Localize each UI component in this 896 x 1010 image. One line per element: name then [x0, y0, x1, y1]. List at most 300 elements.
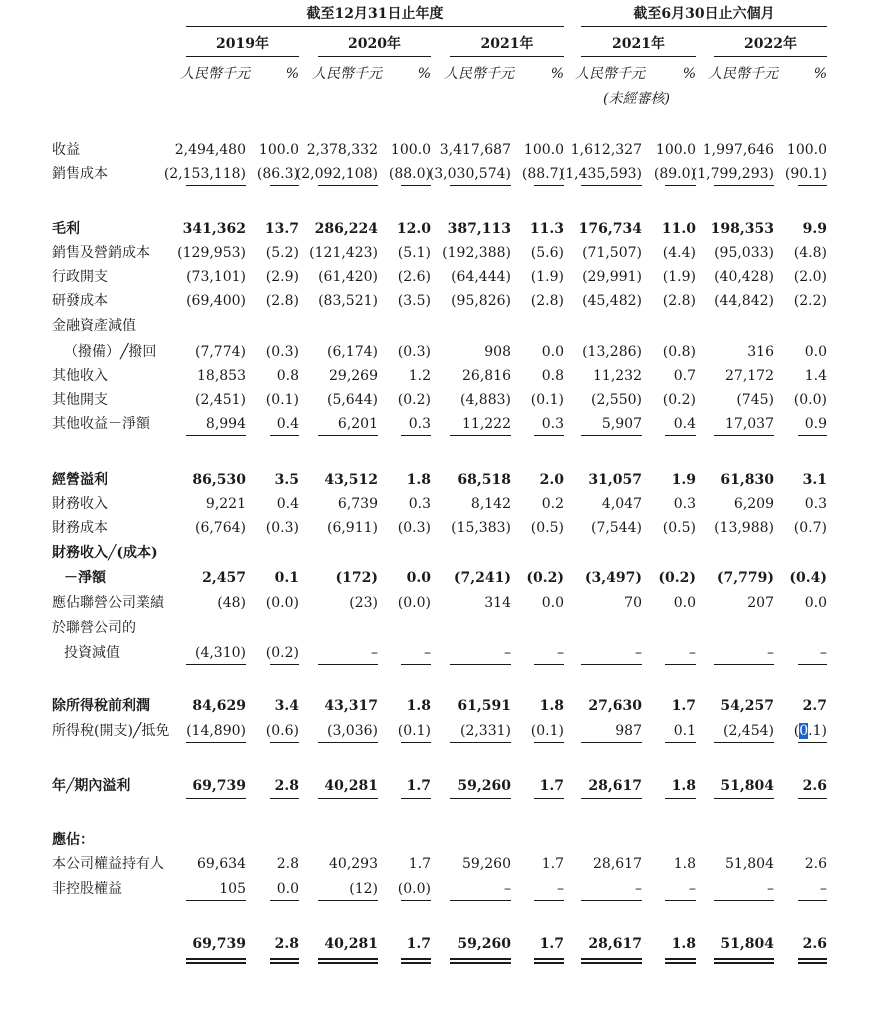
percent-unit: %	[550, 66, 564, 82]
amount-cell: 9,221	[205, 496, 246, 512]
amount-cell: 6,209	[733, 496, 774, 512]
subtotal-rule	[450, 900, 511, 901]
amount-cell: 341,362	[182, 221, 246, 237]
amount-cell: 40,281	[324, 778, 378, 794]
amount-cell: 1,997,646	[702, 142, 774, 158]
percent-cell: –	[424, 645, 431, 661]
subtotal-rule	[534, 185, 564, 186]
percent-cell: (0.1)	[530, 392, 564, 408]
percent-cell: 0.0	[673, 595, 696, 611]
amount-cell: 11,222	[462, 416, 511, 432]
grand-total-double-rule	[581, 958, 642, 960]
row-label: 所得稅(開支)╱抵免	[52, 723, 170, 739]
percent-cell: 1.2	[408, 368, 431, 384]
amount-cell: 26,816	[462, 368, 511, 384]
amount-cell: (15,383)	[451, 520, 511, 536]
percent-cell: 2.8	[276, 856, 299, 872]
subtotal-rule	[186, 435, 246, 436]
amount-cell: –	[504, 881, 511, 897]
amount-cell: (4,310)	[194, 645, 246, 661]
percent-cell: (0.5)	[530, 520, 564, 536]
subtotal-rule	[714, 435, 774, 436]
row-label: 其他開支	[52, 392, 108, 408]
subtotal-rule	[581, 742, 642, 743]
amount-cell: (83,521)	[318, 293, 378, 309]
percent-cell: 1.8	[406, 698, 431, 714]
grand-total-double-rule	[450, 962, 511, 964]
amount-cell: (13,286)	[582, 344, 642, 360]
amount-cell: (7,241)	[453, 570, 511, 586]
grand-total-double-rule	[401, 958, 431, 960]
amount-cell: (13,988)	[714, 520, 774, 536]
percent-cell: 2.8	[274, 778, 299, 794]
percent-cell: 1.7	[671, 698, 696, 714]
amount-cell: 59,260	[457, 936, 511, 952]
amount-cell: –	[767, 645, 774, 661]
percent-cell: (0.2)	[526, 570, 564, 586]
row-label: 其他收入	[52, 368, 108, 384]
subtotal-rule	[401, 185, 431, 186]
unaudited-note: (未經審核)	[603, 91, 670, 107]
period-year: 2019年	[216, 36, 269, 52]
amount-cell: 69,739	[192, 778, 246, 794]
amount-cell: (95,826)	[451, 293, 511, 309]
subtotal-rule	[581, 664, 642, 665]
percent-cell: 2.0	[539, 472, 564, 488]
percent-cell: 1.8	[671, 778, 696, 794]
period-year: 2021年	[612, 36, 665, 52]
percent-cell: (2.8)	[662, 293, 696, 309]
row-label: 金融資產減值	[52, 318, 136, 334]
percent-cell: 11.0	[661, 221, 696, 237]
amount-cell: 17,037	[725, 416, 774, 432]
amount-cell: (2,092,108)	[295, 166, 378, 182]
subtotal-rule	[798, 900, 827, 901]
subtotal-rule	[186, 664, 246, 665]
grand-total-double-rule	[534, 962, 564, 964]
amount-cell: 59,260	[457, 778, 511, 794]
amount-cell: 54,257	[720, 698, 774, 714]
amount-cell: (121,423)	[309, 245, 378, 261]
amount-cell: –	[635, 881, 642, 897]
percent-cell: (1.9)	[530, 269, 564, 285]
subtotal-rule	[270, 664, 299, 665]
row-label: 行政開支	[52, 269, 108, 285]
grand-total-double-rule	[318, 962, 378, 964]
period-year-rule	[581, 56, 696, 57]
total-rule	[270, 798, 299, 799]
percent-cell: (5.2)	[265, 245, 299, 261]
percent-cell: (0.1)	[397, 723, 431, 739]
subtotal-rule	[665, 664, 696, 665]
row-label: 於聯營公司的	[52, 620, 136, 636]
percent-cell: (2.9)	[265, 269, 299, 285]
total-rule	[318, 798, 378, 799]
group-header-rule	[186, 26, 564, 27]
amount-cell: 70	[624, 595, 642, 611]
percent-cell: (4.4)	[662, 245, 696, 261]
group-header: 截至6月30日止六個月	[633, 6, 775, 22]
total-rule	[714, 798, 774, 799]
subtotal-rule	[270, 900, 299, 901]
amount-cell: (44,842)	[714, 293, 774, 309]
amount-cell: (12)	[349, 881, 378, 897]
amount-cell: 198,353	[710, 221, 774, 237]
amount-cell: (71,507)	[582, 245, 642, 261]
amount-cell: 69,739	[192, 936, 246, 952]
amount-cell: 40,293	[329, 856, 378, 872]
subtotal-rule	[318, 664, 378, 665]
amount-unit: 人民幣千元	[180, 66, 250, 82]
amount-cell: 11,232	[593, 368, 642, 384]
period-year: 2021年	[480, 36, 534, 52]
percent-cell: –	[557, 881, 564, 897]
percent-cell: (0.3)	[265, 344, 299, 360]
percent-cell: (3.5)	[397, 293, 431, 309]
amount-cell: 51,804	[720, 936, 774, 952]
subtotal-rule	[665, 900, 696, 901]
percent-cell: –	[689, 881, 696, 897]
percent-cell: 9.9	[802, 221, 827, 237]
percent-cell: 1.7	[406, 778, 431, 794]
amount-cell: (2,331)	[459, 723, 511, 739]
percent-cell: 3.1	[802, 472, 827, 488]
row-label: 財務成本	[52, 520, 108, 536]
subtotal-rule	[665, 742, 696, 743]
amount-cell: 5,907	[601, 416, 642, 432]
amount-cell: 316	[747, 344, 774, 360]
amount-cell: 2,457	[202, 570, 246, 586]
amount-cell: 6,201	[337, 416, 378, 432]
subtotal-rule	[534, 435, 564, 436]
percent-cell: 0.8	[276, 368, 299, 384]
percent-cell: 1.8	[671, 936, 696, 952]
grand-total-double-rule	[581, 962, 642, 964]
amount-cell: (129,953)	[177, 245, 246, 261]
subtotal-rule	[318, 185, 378, 186]
amount-cell: (95,033)	[714, 245, 774, 261]
subtotal-rule	[270, 742, 299, 743]
percent-cell: 1.7	[541, 856, 564, 872]
amount-cell: 43,512	[324, 472, 378, 488]
grand-total-double-rule	[714, 962, 774, 964]
amount-cell: 43,317	[324, 698, 378, 714]
percent-cell: 0.3	[673, 496, 696, 512]
row-label: 年╱期內溢利	[52, 778, 131, 794]
percent-cell: (0.1)	[793, 723, 827, 739]
percent-cell: (0.7)	[793, 520, 827, 536]
amount-cell: 207	[747, 595, 774, 611]
subtotal-rule	[186, 742, 246, 743]
percent-cell: 100.0	[786, 142, 827, 158]
subtotal-rule	[318, 900, 378, 901]
grand-total-double-rule	[714, 958, 774, 960]
row-label: 銷售成本	[52, 166, 108, 182]
period-year: 2022年	[744, 36, 797, 52]
text-selection-highlight: 0	[799, 723, 809, 739]
amount-cell: 61,591	[457, 698, 511, 714]
grand-total-double-rule	[534, 958, 564, 960]
amount-cell: 31,057	[588, 472, 642, 488]
percent-cell: 2.6	[802, 936, 827, 952]
amount-cell: (3,036)	[326, 723, 378, 739]
amount-cell: 61,830	[720, 472, 774, 488]
period-year-rule	[714, 56, 827, 57]
amount-cell: (2,153,118)	[163, 166, 246, 182]
row-label: －淨額	[64, 570, 106, 586]
amount-cell: 8,142	[470, 496, 511, 512]
percent-cell: (88.0)	[388, 166, 431, 182]
amount-unit: 人民幣千元	[444, 66, 514, 82]
percent-cell: (0.2)	[397, 392, 431, 408]
percent-cell: (0.1)	[265, 392, 299, 408]
row-label: 財務收入	[52, 496, 108, 512]
percent-cell: (0.2)	[265, 645, 299, 661]
row-label: 其他收益－淨額	[52, 416, 150, 432]
percent-cell: 100.0	[523, 142, 564, 158]
amount-cell: –	[767, 881, 774, 897]
percent-cell: 0.4	[276, 496, 299, 512]
percent-cell: –	[689, 645, 696, 661]
amount-cell: 3,417,687	[439, 142, 511, 158]
percent-cell: (0.5)	[662, 520, 696, 536]
amount-cell: 51,804	[720, 778, 774, 794]
amount-cell: (1,435,593)	[559, 166, 642, 182]
row-label: 應佔：	[52, 832, 94, 848]
amount-unit: 人民幣千元	[708, 66, 778, 82]
row-label: 除所得稅前利潤	[52, 698, 150, 714]
subtotal-rule	[581, 900, 642, 901]
percent-cell: 0.0	[541, 595, 564, 611]
percent-cell: 1.7	[539, 936, 564, 952]
total-rule	[534, 798, 564, 799]
percent-cell: 0.2	[541, 496, 564, 512]
percent-cell: –	[820, 881, 827, 897]
amount-cell: 68,518	[457, 472, 511, 488]
percent-cell: (0.0)	[793, 392, 827, 408]
amount-cell: 86,530	[192, 472, 246, 488]
subtotal-rule	[714, 185, 774, 186]
amount-cell: 1,612,327	[570, 142, 642, 158]
percent-unit: %	[417, 66, 431, 82]
subtotal-rule	[534, 900, 564, 901]
subtotal-rule	[450, 185, 511, 186]
percent-cell: 0.0	[406, 570, 431, 586]
amount-cell: (48)	[217, 595, 246, 611]
subtotal-rule	[450, 435, 511, 436]
amount-cell: (73,101)	[186, 269, 246, 285]
percent-cell: 3.4	[274, 698, 299, 714]
percent-cell: 0.7	[673, 368, 696, 384]
percent-cell: (5.1)	[397, 245, 431, 261]
grand-total-double-rule	[798, 962, 827, 964]
percent-unit: %	[813, 66, 827, 82]
amount-cell: (1,799,293)	[691, 166, 774, 182]
amount-cell: (7,779)	[716, 570, 774, 586]
subtotal-rule	[401, 435, 431, 436]
percent-cell: 100.0	[655, 142, 696, 158]
total-rule	[798, 798, 827, 799]
amount-cell: 28,617	[588, 936, 642, 952]
grand-total-double-rule	[186, 962, 246, 964]
percent-cell: 1.7	[539, 778, 564, 794]
percent-cell: 1.7	[408, 856, 431, 872]
percent-cell: (0.0)	[265, 595, 299, 611]
grand-total-double-rule	[665, 962, 696, 964]
subtotal-rule	[450, 742, 511, 743]
amount-unit: 人民幣千元	[312, 66, 382, 82]
amount-cell: 6,739	[337, 496, 378, 512]
amount-cell: (4,883)	[459, 392, 511, 408]
amount-cell: 4,047	[601, 496, 642, 512]
percent-cell: 1.7	[406, 936, 431, 952]
subtotal-rule	[665, 435, 696, 436]
amount-cell: (6,174)	[326, 344, 378, 360]
percent-cell: 2.7	[802, 698, 827, 714]
amount-cell: 28,617	[588, 778, 642, 794]
grand-total-double-rule	[270, 962, 299, 964]
amount-cell: (192,388)	[442, 245, 511, 261]
amount-cell: 18,853	[197, 368, 246, 384]
amount-unit: 人民幣千元	[575, 66, 645, 82]
amount-cell: (5,644)	[326, 392, 378, 408]
amount-cell: 2,494,480	[174, 142, 246, 158]
amount-cell: 27,172	[725, 368, 774, 384]
percent-cell: (1.9)	[662, 269, 696, 285]
amount-cell: (3,030,574)	[428, 166, 511, 182]
amount-cell: 8,994	[205, 416, 246, 432]
percent-cell: 0.4	[276, 416, 299, 432]
percent-cell: (89.0)	[653, 166, 696, 182]
amount-cell: (45,482)	[582, 293, 642, 309]
period-year-rule	[450, 56, 564, 57]
total-rule	[665, 798, 696, 799]
row-label: 毛利	[52, 221, 80, 237]
percent-cell: (2.0)	[793, 269, 827, 285]
percent-cell: (0.3)	[397, 344, 431, 360]
percent-cell: 2.6	[804, 856, 827, 872]
amount-cell: (7,774)	[194, 344, 246, 360]
percent-cell: (2.6)	[397, 269, 431, 285]
percent-cell: 3.5	[274, 472, 299, 488]
percent-cell: 1.8	[539, 698, 564, 714]
subtotal-rule	[318, 435, 378, 436]
period-year-rule	[186, 56, 299, 57]
percent-cell: 0.3	[408, 416, 431, 432]
subtotal-rule	[798, 664, 827, 665]
percent-cell: 0.0	[804, 344, 827, 360]
total-rule	[186, 798, 246, 799]
percent-unit: %	[285, 66, 299, 82]
subtotal-rule	[186, 185, 246, 186]
period-year-rule	[318, 56, 431, 57]
total-rule	[401, 798, 431, 799]
percent-cell: (90.1)	[784, 166, 827, 182]
subtotal-rule	[401, 900, 431, 901]
percent-cell: (5.6)	[530, 245, 564, 261]
subtotal-rule	[581, 435, 642, 436]
subtotal-rule	[714, 664, 774, 665]
subtotal-rule	[714, 900, 774, 901]
amount-cell: (64,444)	[451, 269, 511, 285]
amount-cell: 59,260	[462, 856, 511, 872]
percent-cell: 0.0	[276, 881, 299, 897]
percent-cell: 0.0	[804, 595, 827, 611]
grand-total-double-rule	[401, 962, 431, 964]
amount-cell: (29,991)	[582, 269, 642, 285]
amount-cell: 29,269	[329, 368, 378, 384]
percent-cell: (88.7)	[521, 166, 564, 182]
percent-cell: 0.0	[541, 344, 564, 360]
amount-cell: (2,451)	[194, 392, 246, 408]
percent-cell: 11.3	[529, 221, 564, 237]
percent-cell: 0.8	[541, 368, 564, 384]
percent-cell: 0.9	[804, 416, 827, 432]
grand-total-double-rule	[270, 958, 299, 960]
percent-cell: 2.8	[274, 936, 299, 952]
amount-cell: (6,911)	[326, 520, 378, 536]
percent-cell: (2.8)	[265, 293, 299, 309]
amount-cell: 2,378,332	[306, 142, 378, 158]
grand-total-double-rule	[318, 958, 378, 960]
row-label: 財務收入╱(成本)	[52, 545, 158, 561]
amount-cell: 286,224	[314, 221, 378, 237]
subtotal-rule	[798, 742, 827, 743]
percent-cell: (2.8)	[530, 293, 564, 309]
row-label: 經營溢利	[52, 472, 108, 488]
amount-cell: 84,629	[192, 698, 246, 714]
percent-cell: 1.8	[673, 856, 696, 872]
row-label: （撥備）╱撥回	[64, 344, 157, 360]
percent-cell: (0.4)	[789, 570, 827, 586]
amount-cell: 27,630	[588, 698, 642, 714]
percent-cell: 0.1	[673, 723, 696, 739]
percent-cell: 100.0	[390, 142, 431, 158]
percent-cell: (0.0)	[397, 881, 431, 897]
row-label: 應佔聯營公司業績	[52, 595, 164, 611]
grand-total-double-rule	[665, 958, 696, 960]
subtotal-rule	[270, 185, 299, 186]
subtotal-rule	[798, 435, 827, 436]
percent-cell: 12.0	[396, 221, 431, 237]
amount-cell: (40,428)	[714, 269, 774, 285]
amount-cell: (61,420)	[318, 269, 378, 285]
percent-cell: –	[820, 645, 827, 661]
percent-cell: (0.8)	[662, 344, 696, 360]
amount-cell: 51,804	[725, 856, 774, 872]
percent-cell: 1.8	[406, 472, 431, 488]
row-label: 非控股權益	[52, 881, 122, 897]
amount-cell: (172)	[335, 570, 378, 586]
amount-cell: 28,617	[593, 856, 642, 872]
amount-cell: (23)	[349, 595, 378, 611]
percent-cell: (0.3)	[397, 520, 431, 536]
percent-cell: (0.6)	[265, 723, 299, 739]
amount-cell: (2,454)	[722, 723, 774, 739]
percent-cell: (0.2)	[662, 392, 696, 408]
amount-cell: 69,634	[197, 856, 246, 872]
grand-total-double-rule	[450, 958, 511, 960]
amount-cell: 40,281	[324, 936, 378, 952]
percent-cell: 0.4	[673, 416, 696, 432]
percent-cell: 13.7	[264, 221, 299, 237]
amount-cell: 105	[219, 881, 246, 897]
subtotal-rule	[534, 742, 564, 743]
amount-cell: (14,890)	[186, 723, 246, 739]
percent-cell: (2.2)	[793, 293, 827, 309]
percent-cell: 2.6	[802, 778, 827, 794]
percent-cell: (0.0)	[397, 595, 431, 611]
